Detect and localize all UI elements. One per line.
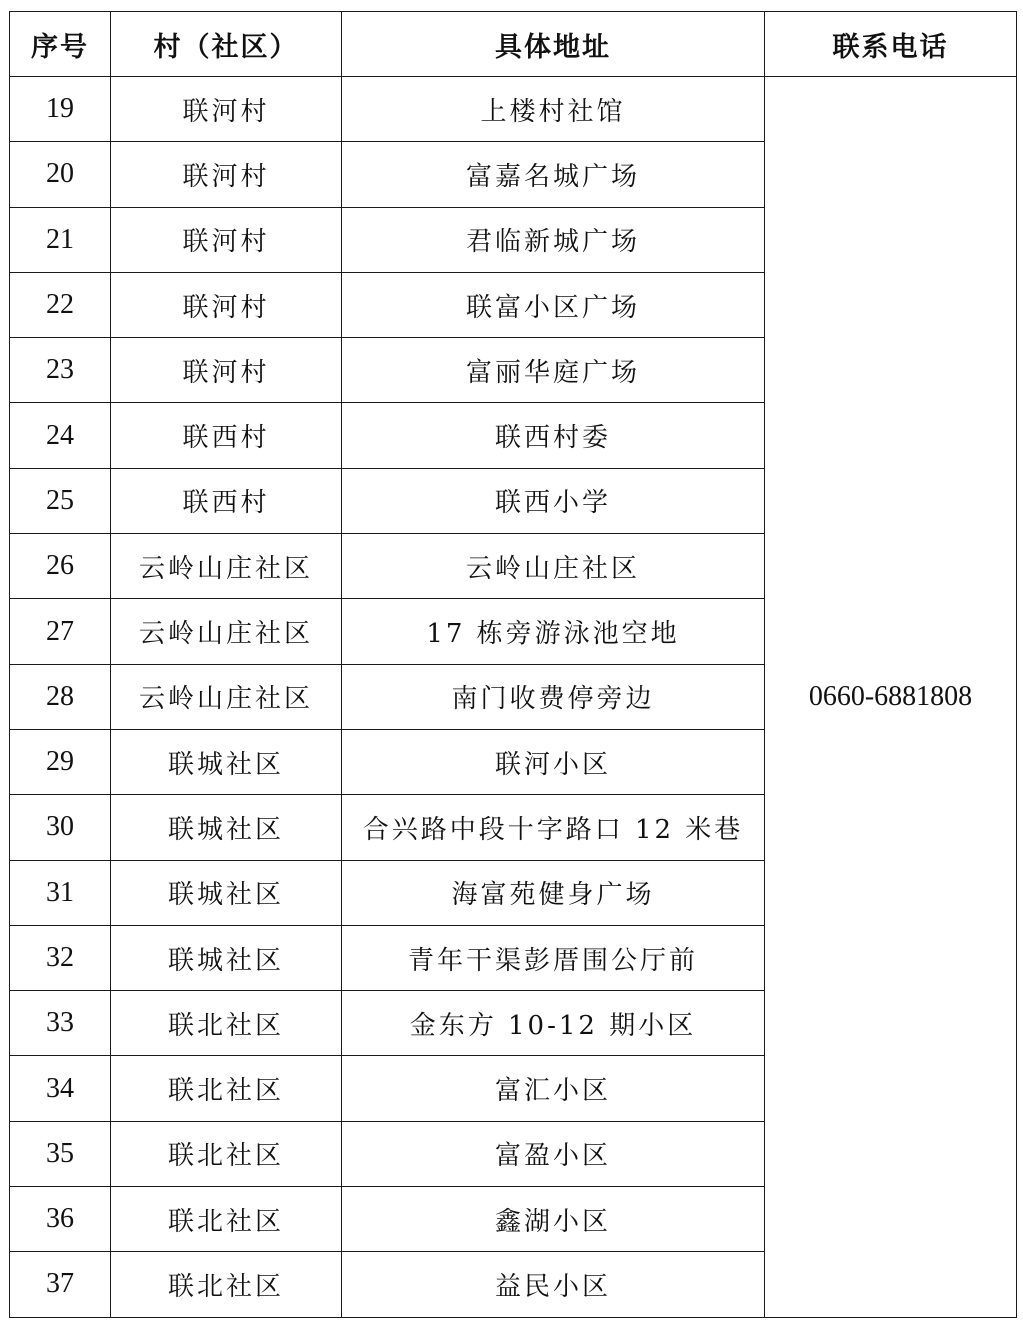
address-table-container bbox=[9, 11, 1017, 1318]
row-index: 28 bbox=[10, 664, 111, 729]
row-village: 联河村 bbox=[111, 272, 342, 337]
row-address: 益民小区 bbox=[342, 1252, 765, 1317]
row-village: 云岭山庄社区 bbox=[111, 664, 342, 729]
row-address: 君临新城广场 bbox=[342, 207, 765, 272]
row-address: 联西小学 bbox=[342, 468, 765, 533]
row-address: 海富苑健身广场 bbox=[342, 860, 765, 925]
row-village: 联河村 bbox=[111, 142, 342, 207]
row-index: 35 bbox=[10, 1121, 111, 1186]
contact-phone: 0660-6881808 bbox=[765, 77, 1017, 1318]
row-index: 24 bbox=[10, 403, 111, 468]
row-index: 37 bbox=[10, 1252, 111, 1317]
row-address: 富嘉名城广场 bbox=[342, 142, 765, 207]
row-village: 联北社区 bbox=[111, 1121, 342, 1186]
row-address: 富汇小区 bbox=[342, 1056, 765, 1121]
row-index: 30 bbox=[10, 795, 111, 860]
row-address: 17 栋旁游泳池空地 bbox=[342, 599, 765, 664]
row-index: 32 bbox=[10, 925, 111, 990]
row-village: 联城社区 bbox=[111, 795, 342, 860]
header-address: 具体地址 bbox=[342, 12, 765, 77]
row-address: 南门收费停旁边 bbox=[342, 664, 765, 729]
row-index: 20 bbox=[10, 142, 111, 207]
row-address: 富盈小区 bbox=[342, 1121, 765, 1186]
row-village: 联城社区 bbox=[111, 729, 342, 794]
address-table bbox=[9, 11, 1017, 1318]
row-village: 联城社区 bbox=[111, 860, 342, 925]
row-address: 联西村委 bbox=[342, 403, 765, 468]
table-body bbox=[10, 77, 1017, 1318]
row-village: 联西村 bbox=[111, 468, 342, 533]
row-village: 联河村 bbox=[111, 338, 342, 403]
table-header-row bbox=[10, 12, 1017, 77]
row-index: 19 bbox=[10, 77, 111, 142]
row-village: 联北社区 bbox=[111, 1187, 342, 1252]
row-index: 26 bbox=[10, 534, 111, 599]
row-address: 联富小区广场 bbox=[342, 272, 765, 337]
row-index: 22 bbox=[10, 272, 111, 337]
row-index: 31 bbox=[10, 860, 111, 925]
row-village: 云岭山庄社区 bbox=[111, 534, 342, 599]
row-index: 29 bbox=[10, 729, 111, 794]
row-village: 联北社区 bbox=[111, 1252, 342, 1317]
row-address: 金东方 10-12 期小区 bbox=[342, 991, 765, 1056]
row-village: 云岭山庄社区 bbox=[111, 599, 342, 664]
row-index: 25 bbox=[10, 468, 111, 533]
row-village: 联河村 bbox=[111, 207, 342, 272]
header-village: 村（社区） bbox=[111, 12, 342, 77]
header-index: 序号 bbox=[10, 12, 111, 77]
row-village: 联河村 bbox=[111, 77, 342, 142]
row-address: 鑫湖小区 bbox=[342, 1187, 765, 1252]
row-index: 21 bbox=[10, 207, 111, 272]
row-address: 联河小区 bbox=[342, 729, 765, 794]
row-village: 联城社区 bbox=[111, 925, 342, 990]
row-index: 34 bbox=[10, 1056, 111, 1121]
header-phone: 联系电话 bbox=[765, 12, 1017, 77]
row-index: 36 bbox=[10, 1187, 111, 1252]
row-index: 23 bbox=[10, 338, 111, 403]
row-address: 合兴路中段十字路口 12 米巷 bbox=[342, 795, 765, 860]
row-village: 联西村 bbox=[111, 403, 342, 468]
row-address: 上楼村社馆 bbox=[342, 77, 765, 142]
row-address: 云岭山庄社区 bbox=[342, 534, 765, 599]
row-address: 富丽华庭广场 bbox=[342, 338, 765, 403]
row-address: 青年干渠彭厝围公厅前 bbox=[342, 925, 765, 990]
row-index: 33 bbox=[10, 991, 111, 1056]
row-village: 联北社区 bbox=[111, 991, 342, 1056]
table-row bbox=[10, 77, 1017, 142]
row-index: 27 bbox=[10, 599, 111, 664]
row-village: 联北社区 bbox=[111, 1056, 342, 1121]
